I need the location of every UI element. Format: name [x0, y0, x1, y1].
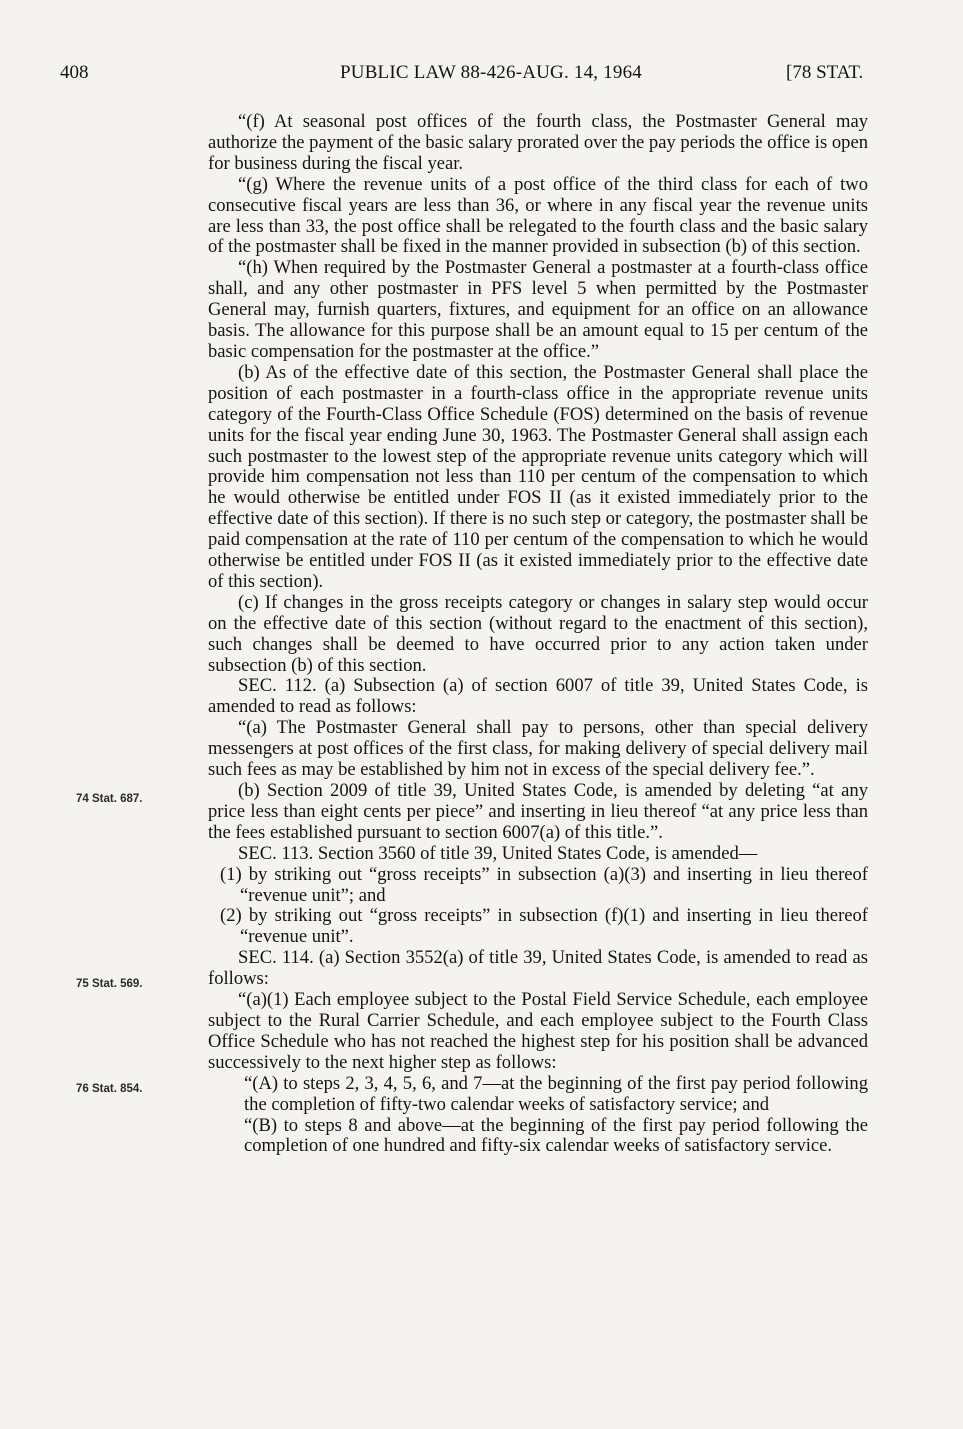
section-113-item-2: (2) by striking out “gross receipts” in subsection (f)(1) and inserting in lieu thereof “revenue unit”. [220, 905, 868, 948]
section-112-a-text: “(a) The Postmaster General shall pay to persons, other than special delivery messengers at post offices of the first class, for making delivery of special delivery mail such fees as may be established by him not in excess of the special delivery fee.”. [208, 717, 868, 781]
margin-note: 74 Stat. 687. [76, 793, 143, 805]
section-114-heading: SEC. 114. (a) Section 3552(a) of title 39, United States Code, is amended to read as follows: [208, 947, 868, 990]
statute-reference: [78 STAT. [786, 62, 864, 83]
margin-note: 76 Stat. 854. [76, 1083, 143, 1095]
margin-note: 75 Stat. 569. [76, 978, 143, 990]
section-114-item-A: “(A) to steps 2, 3, 4, 5, 6, and 7—at the beginning of the first pay period following the completion of fifty-two calendar weeks of satisfactory service; and [244, 1072, 868, 1115]
page-header [0, 62, 963, 92]
section-112-heading: SEC. 112. (a) Subsection (a) of section 6007 of title 39, United States Code, is amended to read as follows: [208, 675, 868, 718]
paragraph-c: (c) If changes in the gross receipts category or changes in salary step would occur on the effective date of this section (without regard to the enactment of this section), such changes shall be deemed to have occurred prior to any action taken under subsection (b) of this section. [208, 591, 868, 676]
paragraph-b: (b) As of the effective date of this section, the Postmaster General shall place the position of each postmaster in a fourth-class office in the appropriate revenue units category of the Fourth-Class Office Schedule (FOS) determined on the basis of revenue units for the fiscal year ending June 30, 1963. The Postmaster General shall assign each such postmaster to the lowest step of the appropriate revenue units category which will provide him compensation not less than 110 per centum of the compensation to which he would otherwise be entitled under FOS II (as it existed immediately prior to the effective date of this section). If there is no such step or category, the postmaster shall be paid compensation at the rate of 110 per centum of the compensation to which he would otherwise be entitled under FOS II (as it existed immediately prior to the effective date of this section). [208, 361, 868, 592]
paragraph-subsection-h: “(h) When required by the Postmaster General a postmaster at a fourth-class office shall, and any other postmaster in PFS level 5 when permitted by the Postmaster General may, furnish quarters, fixtures, and equipment for an office on an allowance basis. The allowance for this purpose shall be an amount equal to 15 per centum of the basic compensation for the postmaster at the office.” [208, 257, 868, 362]
body-text [208, 112, 868, 1157]
page-number: 408 [60, 62, 89, 83]
section-114-a1: “(a)(1) Each employee subject to the Postal Field Service Schedule, each employee subject to the Rural Carrier Schedule, and each employee subject to the Fourth Class Office Schedule who has not reached the highest step for his position shall be advanced successively to the next higher step as follows: [208, 989, 868, 1073]
paragraph-subsection-f: “(f) At seasonal post offices of the fourth class, the Postmaster General may authorize the payment of the basic salary prorated over the pay periods the office is open for business during the fiscal year. [208, 111, 869, 174]
section-112-b: (b) Section 2009 of title 39, United States Code, is amended by deleting “at any price less than eight cents per piece” and inserting in lieu thereof “at any price less than the fees established pursuant to section 6007(a) of this title.”. [208, 780, 868, 843]
paragraph-subsection-g: “(g) Where the revenue units of a post office of the third class for each of two consecutive fiscal years are less than 36, or where in any fiscal year the revenue units are less than 33, the post office shall be relegated to the fourth class and the basic salary of the postmaster shall be fixed in the manner provided in subsection (b) of this section. [208, 173, 868, 258]
section-113-heading: SEC. 113. Section 3560 of title 39, United States Code, is amended— [238, 842, 758, 864]
section-113-item-1: (1) by striking out “gross receipts” in subsection (a)(3) and inserting in lieu thereof “revenue unit”; and [220, 863, 868, 906]
section-114-item-B: “(B) to steps 8 and above—at the beginning of the first pay period following the completion of one hundred and fifty-six calendar weeks of satisfactory service. [244, 1114, 868, 1157]
running-title: PUBLIC LAW 88-426-AUG. 14, 1964 [340, 62, 642, 83]
